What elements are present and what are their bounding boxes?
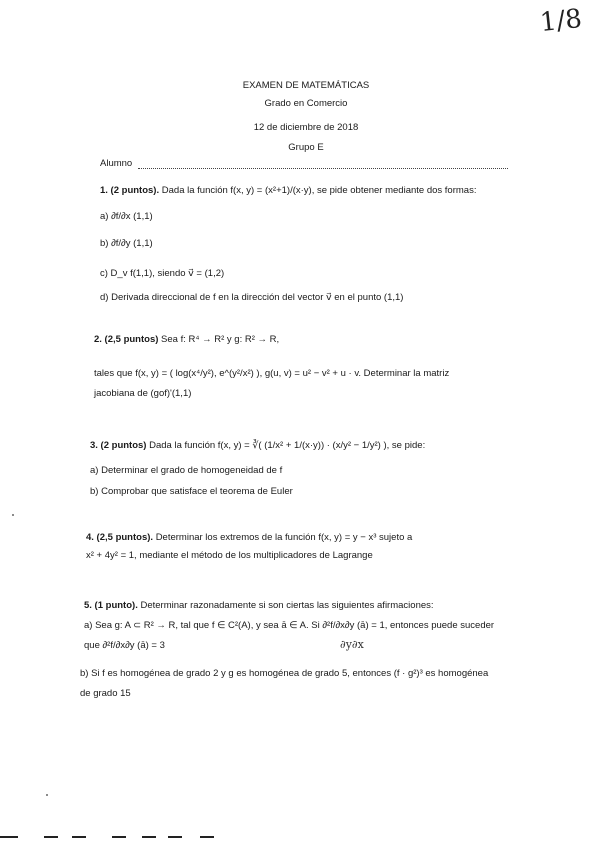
scan-dash xyxy=(0,836,18,838)
scan-dash xyxy=(112,836,126,838)
question-5-statement: Determinar razonadamente si son ciertas las siguientes afirmaciones: xyxy=(140,600,434,611)
question-1-item-a: a) ∂f/∂x (1,1) xyxy=(100,211,153,222)
question-5-item-b-cont: de grado 15 xyxy=(80,688,131,699)
question-3-item-a: a) Determinar el grado de homogeneidad de f xyxy=(90,465,283,476)
degree-name: Grado en Comercio xyxy=(264,98,348,109)
scan-speck xyxy=(46,794,48,796)
question-2-continuation: jacobiana de (gof)'(1,1) xyxy=(94,388,192,399)
group-name: Grupo E xyxy=(288,142,324,153)
exam-date: 12 de diciembre de 2018 xyxy=(253,122,359,133)
question-4-continuation: x² + 4y² = 1, mediante el método de los multiplicadores de Lagrange xyxy=(86,550,373,561)
question-5-points: 5. (1 punto). xyxy=(84,600,138,611)
question-5 xyxy=(84,600,514,612)
question-1-item-c: c) D_v f(1,1), siendo v⃗ = (1,2) xyxy=(100,268,225,279)
question-1 xyxy=(100,185,530,197)
scan-dash xyxy=(200,836,214,838)
scan-dash xyxy=(142,836,156,838)
question-3-item-b: b) Comprobar que satisface el teorema de Euler xyxy=(90,486,293,497)
student-label: Alumno xyxy=(100,158,133,169)
student-name-line xyxy=(138,168,508,169)
scan-speck xyxy=(12,514,14,516)
scan-dash xyxy=(72,836,86,838)
question-5-item-a: a) Sea g: A ⊂ R² → R, tal que f ∈ C²(A), y sea ā ∈ A. Si ∂²f/∂x∂y (ā) = 1, entonces puede suceder xyxy=(84,620,495,631)
question-4-statement: Determinar los extremos de la función f(x, y) = y − x³ sujeto a xyxy=(155,532,413,543)
question-4 xyxy=(86,532,516,544)
exam-title: EXAMEN DE MATEMÁTICAS xyxy=(242,80,370,91)
question-1-item-d: d) Derivada direccional de f en la dirección del vector v⃗ en el punto (1,1) xyxy=(100,292,404,303)
question-3 xyxy=(90,440,530,452)
question-3-points: 3. (2 puntos) xyxy=(90,440,147,451)
question-5-item-b: b) Si f es homogénea de grado 2 y g es homogénea de grado 5, entonces (f · g²)³ es homogénea xyxy=(80,668,489,679)
question-2-formula: tales que f(x, y) = ( log(x⁴/y²), e^(y²/x²) ), g(u, v) = u² − v² + u · v. Determinar la matriz xyxy=(94,368,450,379)
page-number-mark: 1/8 xyxy=(538,3,584,39)
question-4-points: 4. (2,5 puntos). xyxy=(86,532,154,543)
question-1-points: 1. (2 puntos). xyxy=(100,185,160,196)
scan-dash xyxy=(44,836,58,838)
question-2-statement: Sea f: R⁴ → R² y g: R² → R, xyxy=(161,334,280,345)
question-1-item-b: b) ∂f/∂y (1,1) xyxy=(100,238,153,249)
handwritten-note: ∂y∂x xyxy=(340,638,364,651)
question-2-points: 2. (2,5 puntos) xyxy=(94,334,159,345)
question-3-statement: Dada la función f(x, y) = ∛( (1/x² + 1/(x·y)) · (x/y² − 1/y²) ), se pide: xyxy=(149,440,426,451)
scan-dash xyxy=(168,836,182,838)
question-1-statement: Dada la función f(x, y) = (x²+1)/(x·y), se pide obtener mediante dos formas: xyxy=(161,185,477,196)
question-2 xyxy=(94,334,524,346)
question-5-item-a-cont: que ∂²f/∂x∂y (ā) = 3 xyxy=(84,640,165,651)
